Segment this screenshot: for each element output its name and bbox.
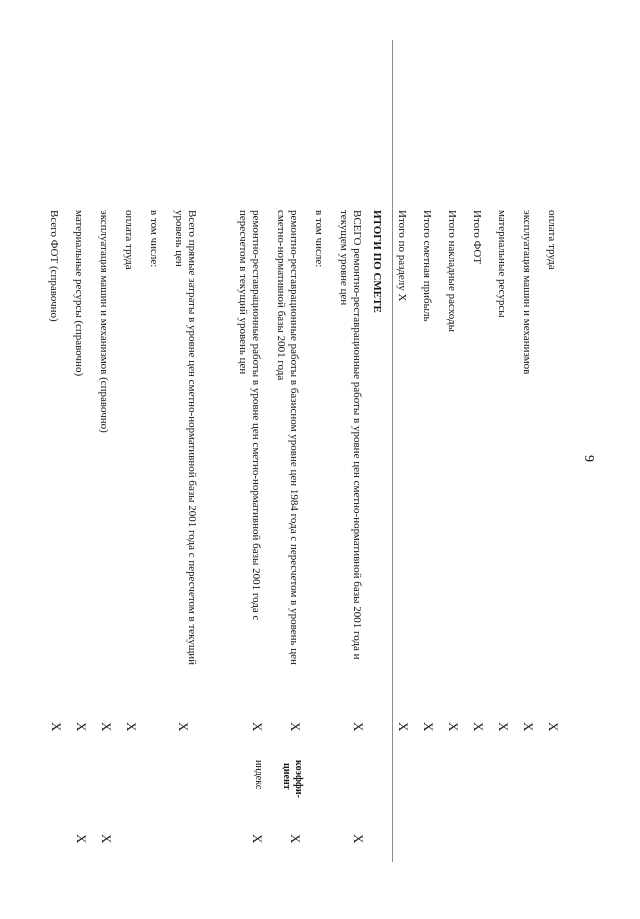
coefficient-label-line1: коэффи- [293, 760, 304, 798]
x-mark: X [446, 722, 461, 732]
x-mark: X [496, 722, 511, 732]
x-mark: X [521, 722, 536, 732]
row-labor-cost-2: оплата труда [123, 210, 135, 270]
total-all-line2: текущем уровне цен [338, 210, 350, 306]
coefficient-label-line2: циент [281, 763, 292, 790]
direct-costs-line2: уровень цен [173, 210, 185, 267]
x-mark: X [288, 722, 303, 732]
page-number: 9 [581, 455, 596, 462]
x-mark: X [351, 722, 366, 732]
x-mark: X [176, 722, 191, 732]
row-machine-operation-2: эксплуатация машин и механизмов (справочно) [98, 210, 110, 433]
repair-1984-line2: сметно-нормативной базы 2001 года [275, 210, 287, 381]
row-section-total: Итого по разделу X [396, 210, 408, 302]
x-mark: X [99, 722, 114, 732]
table-divider [392, 40, 393, 862]
x-mark: X [471, 722, 486, 732]
row-materials: материальные ресурсы [496, 210, 508, 318]
direct-costs-line1: Всего прямые затраты в уровне цен сметно-нормативной базы 2001 года с пересчетом в текущий [186, 210, 198, 666]
x-mark: X [124, 722, 139, 732]
x-mark: X [74, 722, 89, 732]
row-overhead: Итого накладные расходы [446, 210, 458, 332]
in-that-number-label-2: в том числе: [148, 210, 160, 268]
row-estimated-profit: Итого сметная прибыль [421, 210, 433, 322]
row-machine-operation: эксплуатация машин и механизмов [521, 210, 533, 375]
in-that-number-label: в том числе: [313, 210, 325, 268]
total-all-line1: ВСЕГО ремонтно-реставрационные работы в уровне цен сметно-нормативной базы 2001 года и [351, 210, 363, 660]
x-mark: X [99, 834, 114, 844]
x-mark: X [250, 722, 265, 732]
x-mark: X [351, 834, 366, 844]
x-mark: X [288, 834, 303, 844]
repair-2001-line1: ремонтно-реставрационные работы в уровне цен сметно-нормативной базы 2001 года с [250, 210, 262, 621]
x-mark: X [74, 834, 89, 844]
row-materials-2: материальные ресурсы (справочно) [73, 210, 85, 377]
index-label: индекс [253, 760, 264, 790]
x-mark: X [421, 722, 436, 732]
x-mark: X [396, 722, 411, 732]
x-mark: X [250, 834, 265, 844]
totals-header: ИТОГИ ПО СМЕТЕ [371, 210, 383, 313]
row-total-fot: Итого ФОТ [471, 210, 483, 265]
repair-1984-line1: ремонтно-реставрационные работы в базисном уровне цен 1984 года с пересчетом в уровень цен [288, 210, 300, 665]
row-labor-cost: оплата труда [546, 210, 558, 270]
x-mark: X [49, 722, 64, 732]
repair-2001-line2: пересчетом в текущий уровень цен [237, 210, 249, 375]
x-mark: X [546, 722, 561, 732]
row-total-fot-2: Всего ФОТ (справочно) [48, 210, 60, 322]
